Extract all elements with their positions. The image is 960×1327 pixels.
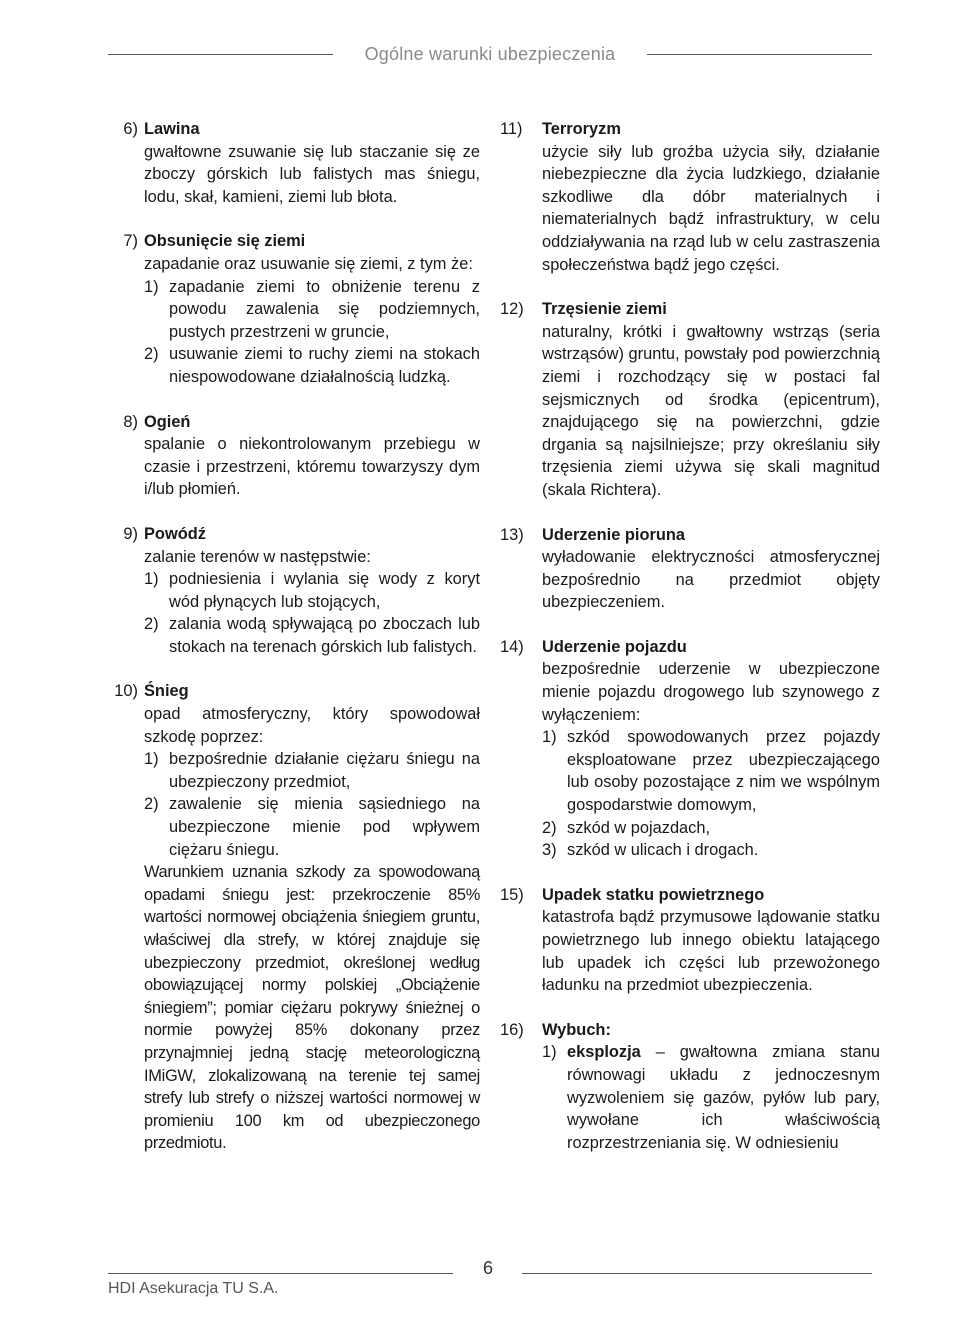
- header-title: Ogólne warunki ubezpieczenia: [364, 44, 616, 64]
- section-title: Ogień: [144, 412, 191, 431]
- list-item-text: zalania wodą spływającą po zboczach lub stokach na terenach górskich lub falistych.: [169, 615, 480, 656]
- section-title: Lawina: [144, 120, 200, 138]
- footer-company: HDI Asekuracja TU S.A.: [108, 1280, 279, 1297]
- section-text: wyładowanie elektryczności atmosferycznej bezpośrednio na przedmiot objęty ubezpieczeniem.: [542, 548, 880, 612]
- section-15-statek: [500, 884, 880, 997]
- right-column: [500, 118, 880, 1176]
- section-text: gwałtowne zsuwanie się lub staczanie się ze zboczy górskich lub falistych mas śniegu, lodu, skał, kamieni, ziemi lub błota.: [144, 142, 480, 206]
- section-6-lawina: [78, 118, 480, 208]
- page-header: [108, 40, 872, 70]
- list-item-text: szkód w ulicach i drogach.: [567, 841, 759, 860]
- header-rule-right: [647, 54, 872, 55]
- section-text: katastrofa bądź przymusowe lądowanie statku powietrznego lub innego obiektu latającego lub upadek ich części lub przewożonego ładunku na przedmiot ubezpieczenia.: [542, 908, 880, 995]
- section-12-trzesienie: [500, 298, 880, 501]
- footer-rule-left: [108, 1273, 453, 1274]
- page-number: 6: [482, 1258, 493, 1278]
- list-item-number: 1): [542, 728, 557, 747]
- list-item: [542, 1041, 880, 1154]
- list-item-number: 2): [144, 795, 159, 814]
- section-title: Uderzenie pioruna: [542, 525, 685, 544]
- list-item-text: zapadanie ziemi to obniżenie terenu z powodu zawalenia się podziemnych, pustych przestrzeni w gruncie,: [169, 277, 480, 341]
- section-number: 12): [500, 300, 524, 319]
- list-item-text: – gwałtowna zmiana stanu równowagi układu z jednoczesnym wyzwoleniem się gazów, pyłów lub pary, wywołane ich właściwością rozprzestrzeniania się. W odniesieniu: [567, 1043, 880, 1152]
- section-intro: opad atmosferyczny, który spowodował szkodę poprzez:: [144, 705, 480, 746]
- list-item-number: 1): [144, 277, 159, 296]
- list-item-text: szkód w pojazdach,: [567, 818, 711, 837]
- list-item-number: 3): [542, 841, 557, 860]
- section-9-powodz: [78, 523, 480, 659]
- list-item: [144, 613, 480, 658]
- section-11-terroryzm: [500, 118, 880, 276]
- left-column: [78, 118, 480, 1177]
- list-item: [144, 748, 480, 793]
- section-text: użycie siły lub groźba użycia siły, działanie niebezpieczne dla życia ludzkiego, działanie szkodliwe dla dóbr materialnych i niematerialnych bądź infrastruktury, w celu oddziaływania na rząd lub w celu zastraszenia społeczeństwa bądź jego części.: [542, 142, 880, 274]
- section-number: 11): [500, 120, 523, 138]
- list-item-number: 2): [144, 615, 159, 634]
- section-title: Śnieg: [144, 682, 189, 701]
- list-item: [542, 817, 880, 840]
- footer-rule-right: [522, 1273, 872, 1274]
- section-title: Wybuch:: [542, 1020, 611, 1039]
- section-title: Powódź: [144, 524, 206, 543]
- section-13-piorun: [500, 524, 880, 614]
- list-item: [542, 839, 880, 862]
- list-item-number: 1): [542, 1043, 557, 1062]
- section-number: 16): [500, 1020, 524, 1039]
- list-item: [144, 793, 480, 861]
- section-number: 14): [500, 637, 524, 656]
- section-title: Upadek statku powietrznego: [542, 885, 765, 904]
- section-intro: zapadanie oraz usuwanie się ziemi, z tym że:: [144, 254, 473, 273]
- list-item-number: 1): [144, 750, 159, 769]
- section-text: naturalny, krótki i gwałtowny wstrząs (seria wstrząsów) gruntu, powstały pod powierzchnią ziemi i rozchodzący się w postaci fal sejsmicznych od środka (epicentrum), znajdującego się na powierzchni, gdzie drgania są najsilniejsze; przy określaniu siły trzęsienia ziemi używa się skali magnitud (skala Richtera).: [542, 322, 880, 499]
- section-number: 15): [500, 885, 524, 904]
- list-item-text: podniesienia i wylania się wody z koryt wód płynących lub stojących,: [169, 570, 480, 611]
- section-intro: zalanie terenów w następstwie:: [144, 547, 371, 566]
- section-title: Trzęsienie ziemi: [542, 300, 667, 319]
- section-title: Terroryzm: [542, 120, 621, 138]
- list-item-text: bezpośrednie działanie ciężaru śniegu na ubezpieczony przedmiot,: [169, 750, 480, 791]
- list-item: [144, 343, 480, 388]
- section-16-wybuch: [500, 1019, 880, 1155]
- section-number: 10): [114, 682, 138, 701]
- list-item-number: 1): [144, 570, 159, 589]
- list-item-text: zawalenie się mienia sąsiedniego na ubezpieczone mienie pod wpływem ciężaru śniegu.: [169, 795, 480, 859]
- section-number: 9): [123, 524, 138, 543]
- list-item-number: 2): [542, 818, 557, 837]
- section-number: 13): [500, 525, 524, 544]
- section-8-ogien: [78, 411, 480, 501]
- list-item-text: szkód spowodowanych przez pojazdy eksploatowane przez ubezpieczającego lub osoby pozostające z nim we wspólnym gospodarstwie domowym,: [567, 728, 880, 815]
- list-item-term: eksplozja: [567, 1043, 641, 1062]
- list-item-number: 2): [144, 345, 159, 364]
- section-7-obsuniecie: [78, 230, 480, 388]
- section-number: 7): [123, 232, 138, 251]
- list-item: [144, 276, 480, 344]
- section-note: Warunkiem uznania szkody za spowodowaną opadami śniegu jest: przekroczenie 85% wartości normowej obciążenia śniegiem gruntu, właściwej dla strefy, w której znajduje się ubezpieczony przedmiot, określonej według obowiązującej normy polskiej „Obciążenie śniegiem”; pomiar ciężaru pokrywy śnieżnej o normie powyżej 85% dokonany przez przynajmniej jedną stację meteorologiczną IMiGW, zlokalizowaną na terenie tej samej strefy lub strefy o niższej wartości normowej w promieniu 100 km od ubezpieczonego przedmiotu.: [144, 863, 480, 1153]
- section-intro: bezpośrednie uderzenie w ubezpieczone mienie pojazdu drogowego lub szynowego z wyłączeniem:: [542, 660, 880, 724]
- section-text: spalanie o niekontrolowanym przebiegu w czasie i przestrzeni, któremu towarzyszy dym i/lub płomień.: [144, 435, 480, 499]
- section-10-snieg: [78, 680, 480, 1154]
- section-title: Obsunięcie się ziemi: [144, 232, 306, 251]
- section-number: 6): [123, 120, 138, 138]
- list-item-text: usuwanie ziemi to ruchy ziemi na stokach niespowodowane działalnością ludzką.: [169, 345, 480, 386]
- section-14-pojazd: [500, 636, 880, 862]
- section-title: Uderzenie pojazdu: [542, 637, 687, 656]
- section-number: 8): [123, 412, 138, 431]
- list-item: [542, 726, 880, 816]
- list-item: [144, 568, 480, 613]
